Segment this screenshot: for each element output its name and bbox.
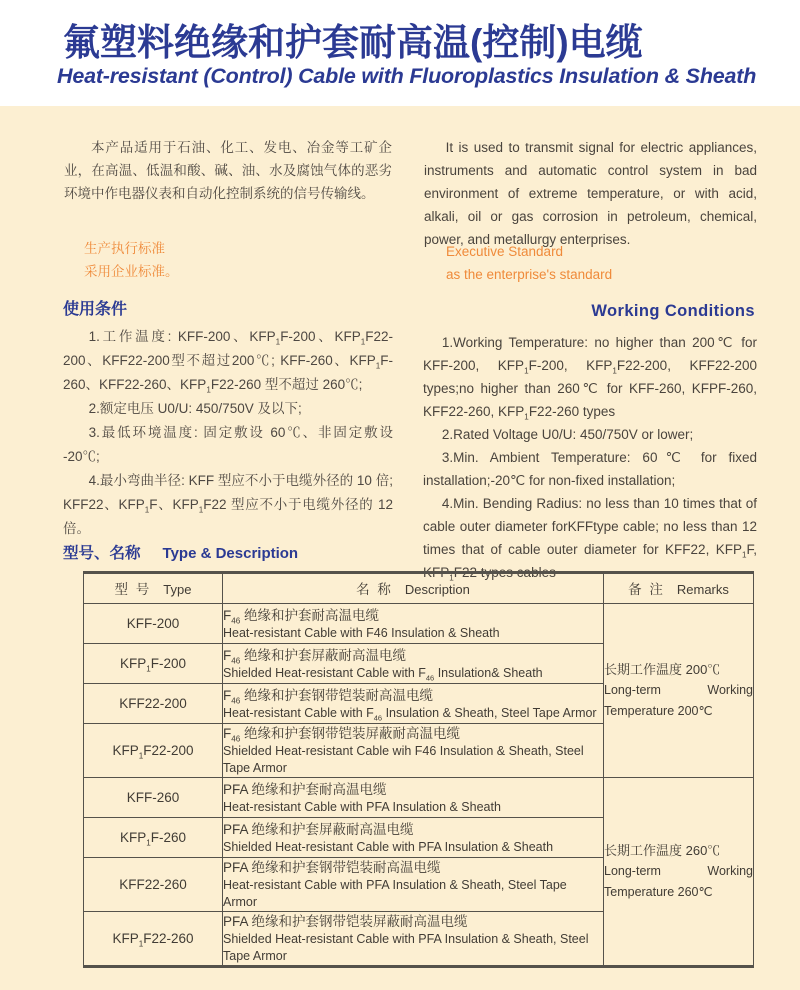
- column-header-type: 型 号 Type: [84, 573, 223, 604]
- table-section-heading: [63, 541, 298, 563]
- executive-standard-cn: [84, 237, 179, 283]
- cell-type: $KFP_1F-260$: [84, 818, 223, 858]
- cell-description: $F_{46}$ 绝缘和护套钢带铠装耐高温电缆 Heat-resistant Cable with $F_{46}$ Insulation & Sheath, Steel Tape Armor: [223, 684, 604, 724]
- page-title-cn: 氟塑料绝缘和护套耐高温(控制)电缆: [63, 22, 643, 63]
- cell-type: KFF22-260: [84, 858, 223, 912]
- cell-type: $KFP_1F22-200$: [84, 724, 223, 778]
- cell-type: KFF22-200: [84, 684, 223, 724]
- condition-item-en: 4.Min. Bending Radius: no less than 10 times that of cable outer diameter forKFFtype cable; no less than 12 times that of cable outer diameter for KFF22, $KFP_1F$, $KFP_1F22$ types cables: [423, 496, 757, 583]
- conditions-list-en: [423, 331, 757, 584]
- cell-description: PFA 绝缘和护套钢带铠装耐高温电缆 Heat-resistant Cable with PFA Insulation & Sheath, Steel Tape Armor: [223, 858, 604, 912]
- cell-type: $KFP_1F22-260$: [84, 912, 223, 967]
- cell-remarks-200: 长期工作温度 200℃ Long-term Working Temperature 200℃: [604, 604, 754, 778]
- condition-item-en: 3.Min. Ambient Temperature: 60℃ for fixed installation;-20℃ for non-fixed installation;: [423, 450, 757, 488]
- condition-item-en: 1.Working Temperature: no higher than 200℃ for KFF-200, $KFP_1F-200$, $KFP_1F22-200$, KFF22-200 types;no higher than 260℃ for KFF-260, KFPF-260, KFF22-260, $KFP_1F22-260$ types: [423, 335, 757, 422]
- table-header-row: [84, 573, 754, 604]
- table-section-heading-en: Type & Description: [162, 545, 299, 562]
- executive-standard-en-line1: Executive Standard: [446, 244, 564, 259]
- cell-description: $F_{46}$ 绝缘和护套钢带铠装屏蔽耐高温电缆 Shielded Heat-resistant Cable wih F46 Insulation & Sheath, Steel Tape Armor: [223, 724, 604, 778]
- column-header-remarks: 备 注 Remarks: [604, 573, 754, 604]
- executive-standard-en: [446, 240, 612, 286]
- cell-type: KFF-200: [84, 604, 223, 644]
- cell-type: KFF-260: [84, 778, 223, 818]
- executive-standard-cn-line1: 生产执行标准: [84, 241, 165, 256]
- condition-item-cn: 1.工作温度: KFF-200、$KFP_1F-200$、$KFP_1F22-200$、KFF22-200型不超过200℃; KFF-260、$KFP_1F-260$、KFF22-260、$KFP_1F22-260$ 型不超过 260℃;: [63, 329, 393, 395]
- condition-item-cn: 4.最小弯曲半径: KFF 型应不小于电缆外径的 10 倍; KFF22、$KFP_1F$、$KFP_1F22$ 型应不小于电缆外径的 12 倍。: [63, 473, 393, 536]
- cell-description: PFA 绝缘和护套钢带铠装屏蔽耐高温电缆 Shielded Heat-resistant Cable with PFA Insulation & Sheath, Steel Tape Armor: [223, 912, 604, 967]
- executive-standard-en-line2: as the enterprise's standard: [446, 267, 613, 282]
- intro-paragraph-cn: 本产品适用于石油、化工、发电、冶金等工矿企业，在高温、低温和酸、碱、油、水及腐蚀气体的恶劣环境中作电器仪表和自动化控制系统的信号传输线。: [64, 140, 392, 201]
- masthead: [0, 0, 800, 106]
- intro-paragraph-en: It is used to transmit signal for electric appliances, instruments and automatic control system in bad environment of extreme temperature, or with acid, alkali, oil or gas corrosion in petroleum, chemical, power, and metallurgy enterprises.: [424, 140, 757, 247]
- table-section-heading-cn: 型号、名称: [63, 545, 141, 562]
- executive-standard-cn-line2: 采用企业标准。: [84, 264, 179, 279]
- cell-description: PFA 绝缘和护套屏蔽耐高温电缆 Shielded Heat-resistant Cable with PFA Insulation & Sheath: [223, 818, 604, 858]
- table-row: [84, 604, 754, 644]
- column-header-description: 名 称 Description: [223, 573, 604, 604]
- conditions-list-cn: [63, 325, 393, 541]
- conditions-heading-cn: 使用条件: [63, 301, 128, 318]
- condition-item-en: 2.Rated Voltage U0/U: 450/750V or lower;: [441, 427, 694, 442]
- cell-description: PFA 绝缘和护套耐高温电缆 Heat-resistant Cable with PFA Insulation & Sheath: [223, 778, 604, 818]
- cell-description: $F_{46}$ 绝缘和护套屏蔽耐高温电缆 Shielded Heat-resistant Cable with $F_{46}$ Insulation& Sheath: [223, 644, 604, 684]
- condition-item-cn: 2.额定电压 U0/U: 450/750V 及以下;: [88, 401, 302, 416]
- type-description-table: [83, 571, 754, 968]
- table-row: [84, 778, 754, 818]
- page-title-en: Heat-resistant (Control) Cable with Fluoroplastics Insulation & Sheath: [57, 64, 757, 88]
- conditions-heading-en: Working Conditions: [591, 302, 755, 320]
- cell-type: $KFP_1F-200$: [84, 644, 223, 684]
- cell-description: $F_{46}$ 绝缘和护套耐高温电缆 Heat-resistant Cable with F46 Insulation & Sheath: [223, 604, 604, 644]
- condition-item-cn: 3.最低环境温度: 固定敷设 60℃、非固定敷设 -20℃;: [63, 425, 393, 464]
- cell-remarks-260: 长期工作温度 260℃ Long-term Working Temperature 260℃: [604, 778, 754, 967]
